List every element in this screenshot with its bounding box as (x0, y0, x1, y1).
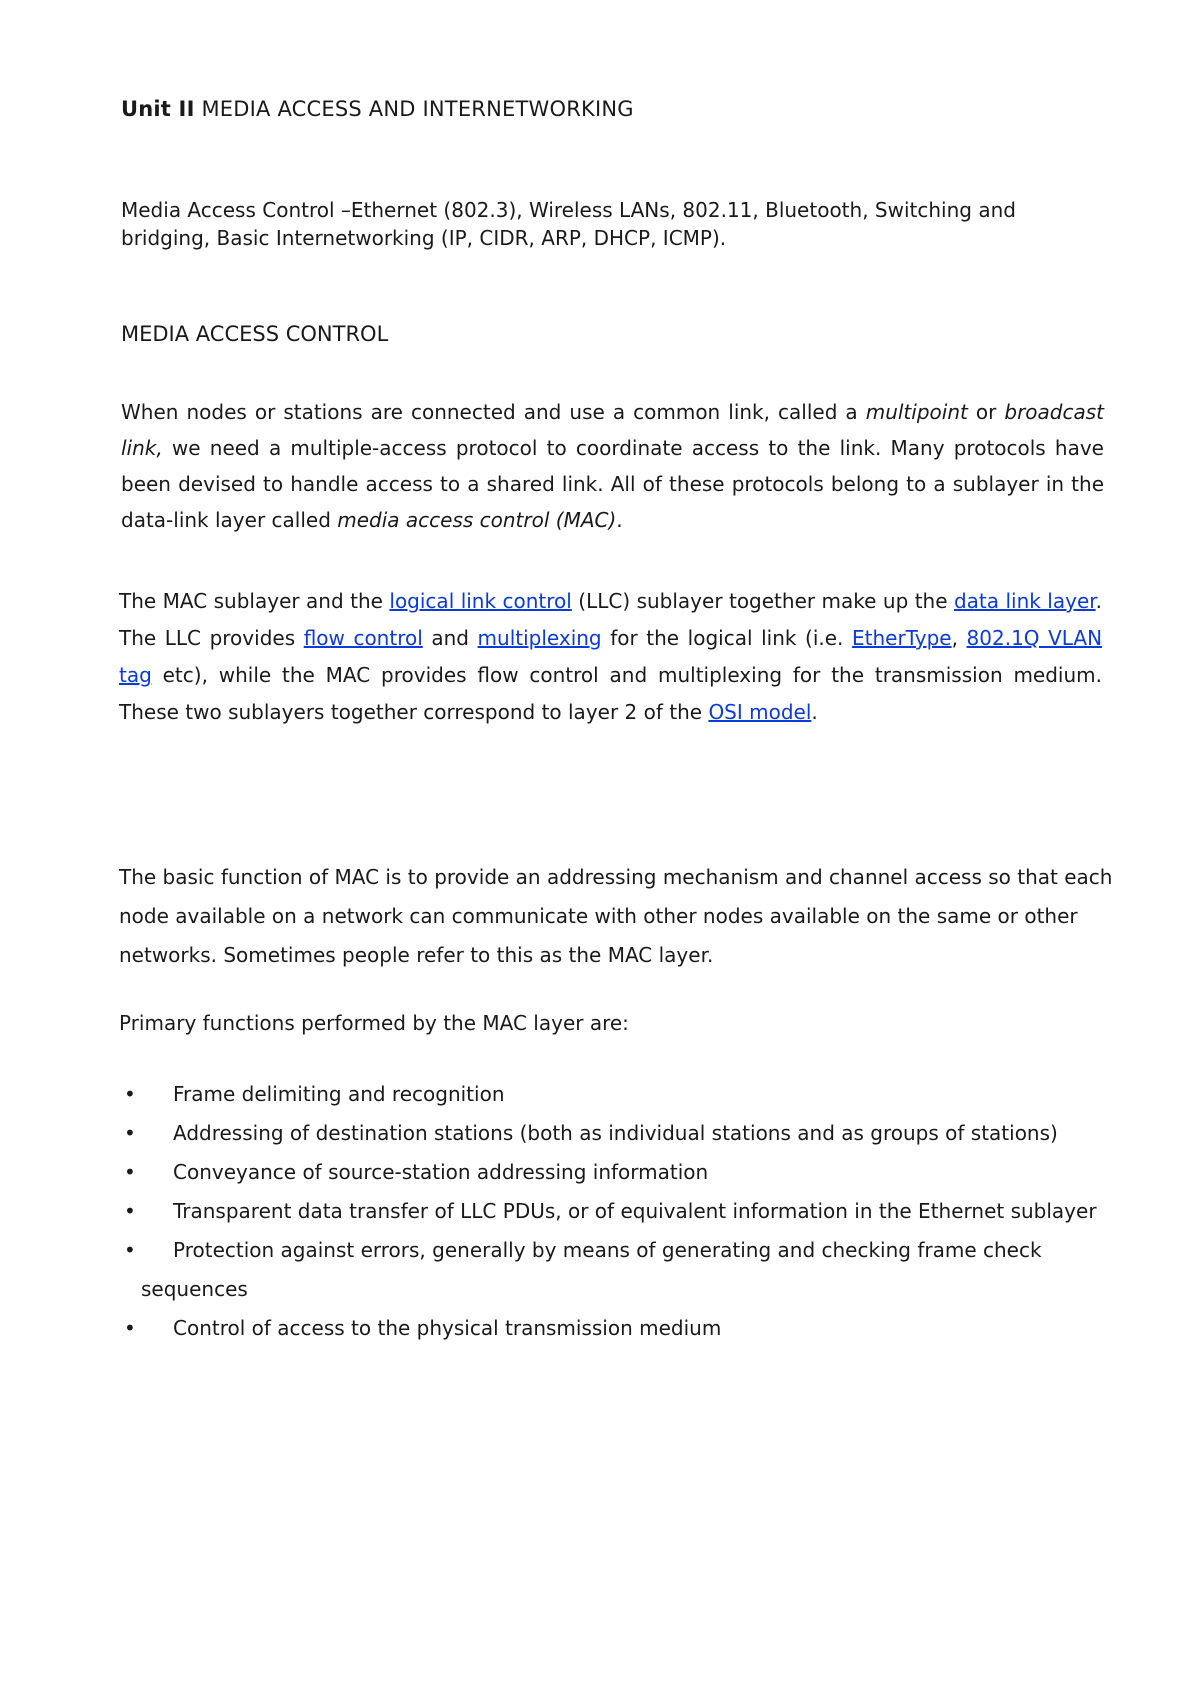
p2-text-4: and (422, 626, 478, 650)
p2-text-7: etc), while the MAC provides flow control and multiplexing for the transmission medium. These two sublayers together correspond to layer 2 of the (119, 663, 1102, 724)
list-item-text: Conveyance of source-station addressing information (173, 1160, 709, 1184)
title-text: MEDIA ACCESS AND INTERNETWORKING (201, 97, 634, 121)
link-logical-link-control[interactable]: logical link control (389, 589, 572, 613)
p2-text-8: . (811, 700, 818, 724)
list-item (119, 1231, 1179, 1309)
p2-text-6: , (951, 626, 967, 650)
link-osi-model[interactable]: OSI model (708, 700, 812, 724)
list-item-text: Protection against errors, generally by means of generating and checking frame check (173, 1238, 1042, 1262)
list-item (119, 1153, 1179, 1192)
paragraph-basic-function: The basic function of MAC is to provide an addressing mechanism and channel access so that each node available on a network can communicate with other nodes available on the same or other networks. Sometimes people refer to this as the MAC layer. (119, 865, 1113, 967)
list-item-text: Addressing of destination stations (both as individual stations and as groups of stations) (173, 1121, 1058, 1145)
p1-em-mac: media access control (MAC) (337, 508, 617, 532)
paragraph-llc-mac (119, 583, 1102, 731)
section-heading: MEDIA ACCESS CONTROL (121, 322, 389, 346)
paragraph-primary-functions: Primary functions performed by the MAC layer are: (119, 1011, 629, 1035)
p1-text-4: . (616, 508, 623, 532)
list-item-text: Frame delimiting and recognition (173, 1082, 505, 1106)
p2-text-3: . The LLC provides (119, 589, 1102, 650)
list-item-text: Transparent data transfer of LLC PDUs, or of equivalent information in the Ethernet sublayer (173, 1199, 1097, 1223)
bullet-icon: • (124, 1316, 136, 1340)
link-ethertype[interactable]: EtherType (851, 626, 952, 650)
paragraph-multiple-access (121, 394, 1104, 538)
list-item (119, 1075, 1179, 1114)
p2-text-5: for the logical link (i.e. (601, 626, 852, 650)
link-vlan-tag[interactable]: 802.1Q VLAN tag (119, 626, 1103, 687)
p1-text-3: we need a multiple-access protocol to coordinate access to the link. Many protocols have been devised to handle access to a shared link. All of these protocols belong to a sublayer in the data-link layer called (121, 436, 1104, 532)
link-multiplexing[interactable]: multiplexing (477, 626, 602, 650)
bullet-icon: • (124, 1238, 136, 1262)
list-item (119, 1192, 1179, 1231)
link-data-link-layer[interactable]: data link layer (953, 589, 1096, 613)
bullet-icon: • (124, 1121, 136, 1145)
title-unit: Unit II (121, 97, 195, 121)
list-item-text: Control of access to the physical transmission medium (173, 1316, 722, 1340)
bullet-icon: • (124, 1160, 136, 1184)
p1-text-1: When nodes or stations are connected and use a common link, called a (121, 400, 866, 424)
bullet-icon: • (124, 1199, 136, 1223)
p2-text-2: (LLC) sublayer together make up the (571, 589, 954, 613)
functions-list (119, 1075, 1179, 1348)
syllabus-paragraph: Media Access Control –Ethernet (802.3), Wireless LANs, 802.11, Bluetooth, Switching and bridging, Basic Internetworking (IP, CIDR, ARP, DHCP, ICMP). (121, 198, 1016, 250)
link-flow-control[interactable]: flow control (303, 626, 423, 650)
bullet-icon: • (124, 1082, 136, 1106)
list-item (119, 1309, 1179, 1348)
p1-text-2: or (967, 400, 1005, 424)
list-item (119, 1114, 1179, 1153)
list-item-text-continued: sequences (141, 1277, 248, 1301)
page-title (121, 97, 634, 121)
p1-em-multipoint: multipoint (865, 400, 968, 424)
p1-em-broadcast: broadcast link, (121, 400, 1104, 460)
p2-text-1: The MAC sublayer and the (119, 589, 390, 613)
